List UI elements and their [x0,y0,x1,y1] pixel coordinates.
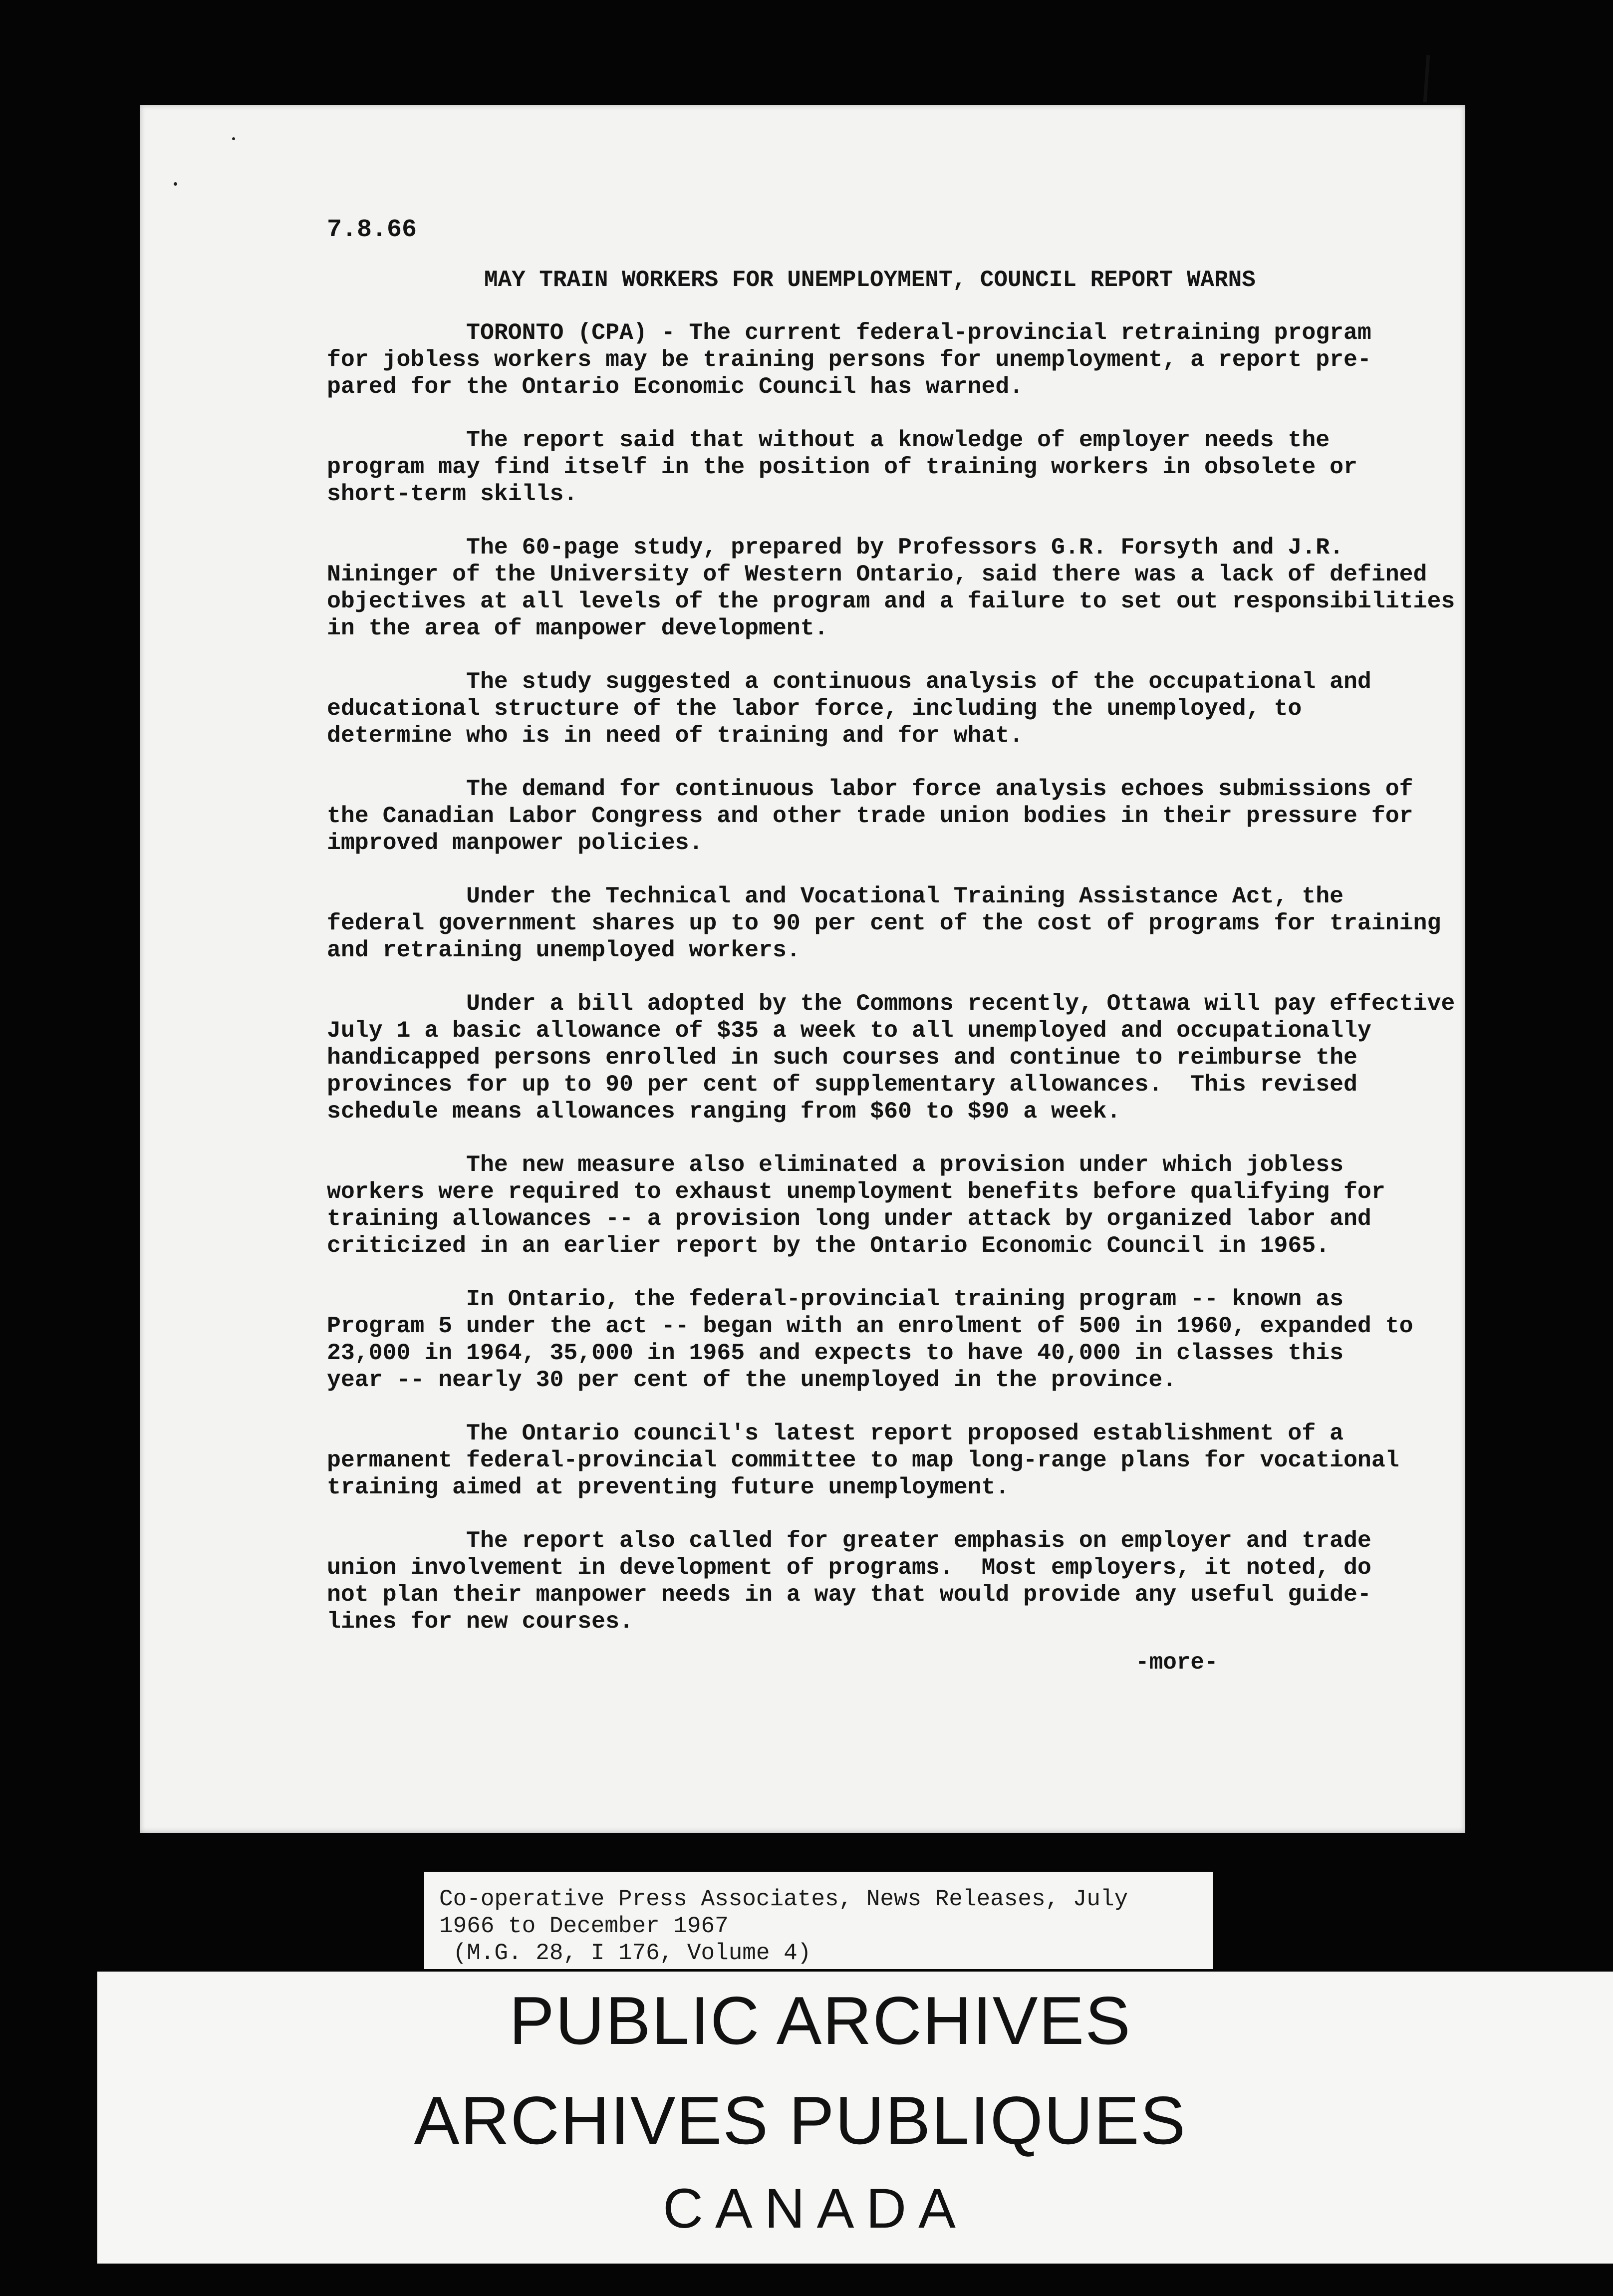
paragraph-8: The new measure also eliminated a provision under which jobless workers were required to exhaust unemployment benefits before qualifying for training allowances -- a provision long under attack by organized labor and criticized in an earlier report by the Ontario Economic Council in 1965. [327,1151,1385,1259]
paper-speck [174,182,177,186]
stamp-line-canada: CANADA [663,2177,968,2240]
paragraph-2: The report said that without a knowledge of employer needs the program may find itself in the position of training workers in obsolete or short-term skills. [327,427,1357,507]
stamp-line-archives-publiques: ARCHIVES PUBLIQUES [414,2082,1187,2158]
archive-source-label: Co-operative Press Associates, News Releases, July 1966 to December 1967 (M.G. 28, I 176, Volume 4) [424,1872,1213,1969]
paragraph-11: The report also called for greater emphasis on employer and trade union involvement in development of programs. Most employers, it noted, do not plan their manpower needs in a way that would provide any useful guide- lines for new courses. [327,1527,1371,1635]
document-body [327,319,1465,1662]
paragraph-3: The 60-page study, prepared by Professors G.R. Forsyth and J.R. Nininger of the University of Western Ontario, said there was a lack of defined objectives at all levels of the program and a failure to set out responsibilities in the area of manpower development. [327,534,1455,641]
paragraph-10: The Ontario council's latest report proposed establishment of a permanent federal-provincial committee to map long-range plans for vocational training aimed at preventing future unemployment. [327,1420,1399,1500]
paragraph-1: TORONTO (CPA) - The current federal-provincial retraining program for jobless workers may be training persons for unemployment, a report pre- pared for the Ontario Economic Council has warned. [327,319,1371,400]
stamp-line-public-archives: PUBLIC ARCHIVES [509,1983,1131,2058]
paragraph-7: Under a bill adopted by the Commons recently, Ottawa will pay effective July 1 a basic allowance of $35 a week to all unemployed and occupationally handicapped persons enrolled in such courses and continue to reimburse the provinces for up to 90 per cent of supplementary allowances. This revised schedule means allowances ranging from $60 to $90 a week. [327,990,1455,1125]
film-mark [1423,55,1430,102]
document-headline: MAY TRAIN WORKERS FOR UNEMPLOYMENT, COUNCIL REPORT WARNS [484,267,1256,293]
paragraph-4: The study suggested a continuous analysis of the occupational and educational structure of the labor force, including the unemployed, to determine who is in need of training and for what. [327,668,1371,749]
paragraph-9: In Ontario, the federal-provincial training program -- known as Program 5 under the act -- began with an enrolment of 500 in 1960, expanded to 23,000 in 1964, 35,000 in 1965 and expects to have 40,000 in classes this year -- nearly 30 per cent of the unemployed in the province. [327,1286,1413,1393]
continuation-marker: -more- [1135,1650,1218,1676]
paper-speck [232,137,235,140]
document-date: 7.8.66 [327,216,417,244]
paragraph-6: Under the Technical and Vocational Training Assistance Act, the federal government shares up to 90 per cent of the cost of programs for training and retraining unemployed workers. [327,883,1441,963]
archives-stamp [97,1972,1613,2264]
paragraph-5: The demand for continuous labor force analysis echoes submissions of the Canadian Labor Congress and other trade union bodies in their pressure for improved manpower policies. [327,776,1413,856]
